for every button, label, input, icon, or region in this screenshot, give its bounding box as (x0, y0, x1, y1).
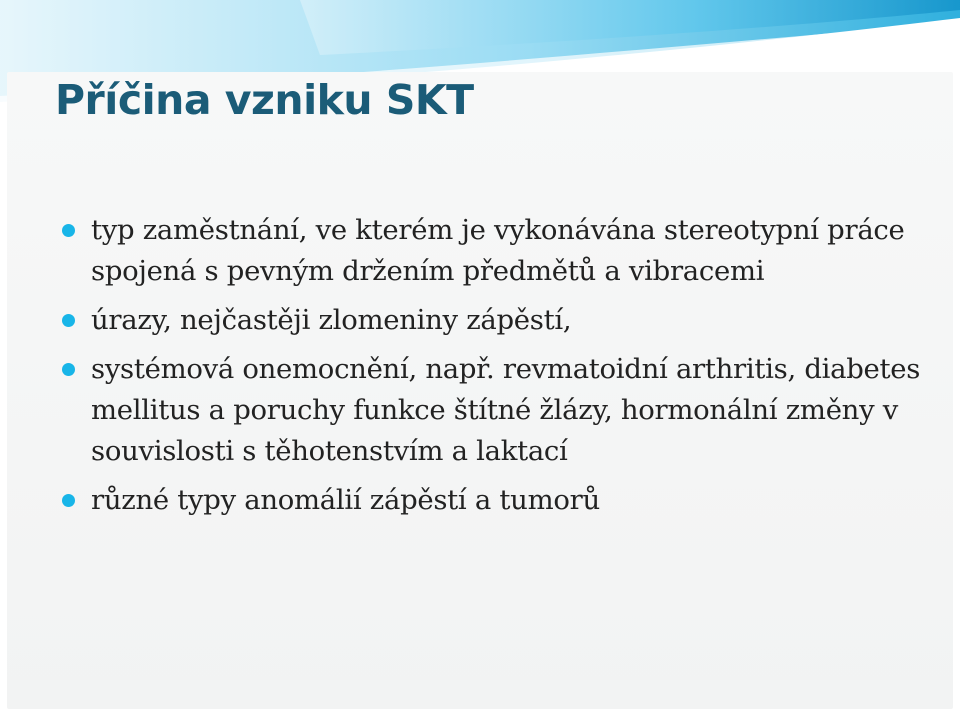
bullet-item (62, 480, 922, 521)
bullet-text: různé typy anomálií zápěstí a tumorů (91, 484, 600, 516)
bullet-dot-icon (62, 494, 75, 507)
bullet-list (62, 210, 922, 529)
bullet-text: typ zaměstnání, ve kterém je vykonávána stereotypní práce spojená s pevným držením předmětů a vibracemi (91, 214, 905, 287)
bullet-item (62, 349, 922, 472)
bullet-text: úrazy, nejčastěji zlomeniny zápěstí, (91, 304, 572, 336)
bullet-dot-icon (62, 314, 75, 327)
bullet-item (62, 210, 922, 292)
slide-title: Příčina vzniku SKT (55, 76, 474, 124)
bullet-text: systémová onemocnění, např. revmatoidní arthritis, diabetes mellitus a poruchy funkce štítné žlázy, hormonální změny v souvislosti s těhotenstvím a laktací (91, 353, 921, 467)
bullet-item (62, 300, 922, 341)
bullet-dot-icon (62, 224, 75, 237)
bullet-dot-icon (62, 363, 75, 376)
